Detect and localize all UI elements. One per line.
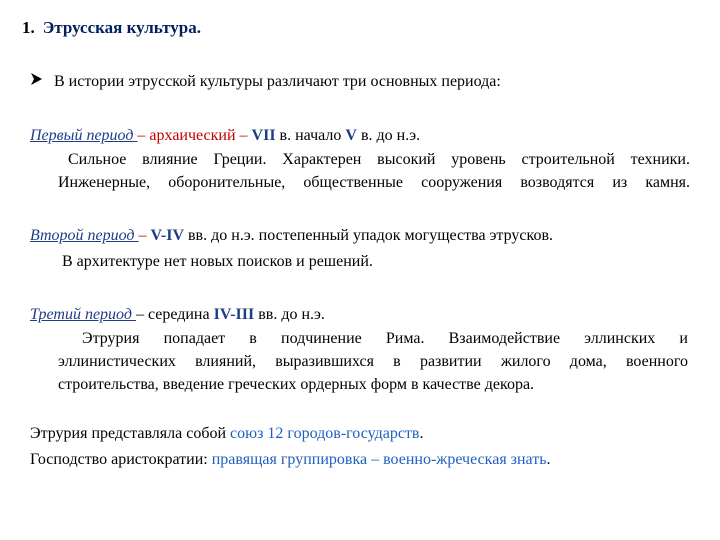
title-text: Этрусская культура. bbox=[42, 18, 201, 37]
period2-tail: вв. до н.э. постепенный упадок могущества этрусков. bbox=[184, 227, 554, 244]
slide-title bbox=[22, 18, 201, 38]
period2-term: Второй период bbox=[30, 227, 139, 244]
period2-dash: – bbox=[138, 227, 151, 244]
period1-term: Первый период bbox=[30, 127, 138, 144]
footer-union-highlight: союз 12 городов-государств bbox=[230, 425, 420, 442]
footer-aristocracy-lead: Господство аристократии: bbox=[30, 451, 212, 468]
period1-heading bbox=[30, 126, 420, 146]
period1-roman-a: VII bbox=[251, 127, 276, 144]
period3-heading bbox=[30, 305, 325, 325]
period3-body bbox=[58, 327, 688, 396]
period3-roman: IV-III bbox=[213, 306, 255, 323]
intro-bullet bbox=[30, 72, 501, 92]
footer-union-tail: . bbox=[419, 425, 424, 442]
footer-aristocracy bbox=[30, 450, 551, 470]
period1-roman-b: V bbox=[345, 127, 357, 144]
period1-dash: – архаический – bbox=[137, 127, 252, 144]
period3-body-line1: Этрурия попадает в подчинение Рима. Взаимодействие эллинских и bbox=[82, 330, 688, 347]
period3-body-line3: строительства, введение греческих ордерных форм в качестве декора. bbox=[58, 376, 535, 393]
period3-term: Третий период bbox=[30, 306, 136, 323]
period2-roman: V-IV bbox=[150, 227, 184, 244]
footer-union bbox=[30, 424, 423, 444]
period1-body-line1: Сильное влияние Греции. Характерен высокий уровень строительной техники. bbox=[68, 151, 690, 168]
period3-tail: вв. до н.э. bbox=[254, 306, 325, 323]
period1-mid: в. начало bbox=[275, 127, 346, 144]
period2-body: В архитектуре нет новых поисков и решений. bbox=[62, 253, 373, 270]
intro-text: В истории этрусской культуры различают три основных периода: bbox=[54, 73, 501, 90]
period3-dash: – середина bbox=[135, 306, 214, 323]
footer-aristocracy-tail: . bbox=[546, 451, 551, 468]
period1-body-line2: Инженерные, оборонительные, общественные сооружения возводятся из камня. bbox=[58, 174, 690, 191]
title-number: 1. bbox=[22, 18, 35, 37]
period1-body bbox=[58, 148, 690, 194]
period3-body-line2: эллинистических влияний, выразившихся в развитии жилого дома, военного bbox=[58, 353, 688, 370]
period1-tail: в. до н.э. bbox=[356, 127, 421, 144]
period2-heading bbox=[30, 226, 553, 246]
arrow-bullet-icon bbox=[30, 72, 44, 92]
footer-aristocracy-highlight: правящая группировка – военно-жреческая знать bbox=[211, 451, 547, 468]
footer-union-lead: Этрурия представляла собой bbox=[30, 425, 231, 442]
